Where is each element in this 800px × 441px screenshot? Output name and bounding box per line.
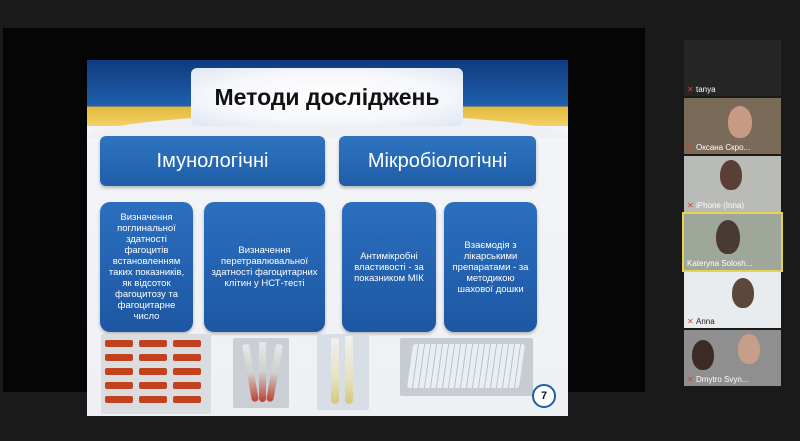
participant-name-row — [687, 201, 744, 210]
participant-name: Kateryna Solosh... — [687, 259, 753, 268]
participant-video-face — [692, 340, 714, 370]
participant-name: Anna — [696, 317, 715, 326]
participant-name: Оксана Скро... — [696, 143, 751, 152]
mic-muted-icon: ✕ — [687, 317, 694, 326]
method-card-nst-test — [204, 202, 325, 332]
category-immunological: Імунологічні — [100, 136, 325, 186]
participant-tile[interactable] — [684, 272, 781, 328]
method-card-phagocytosis — [100, 202, 193, 332]
slide-title-banner — [191, 68, 463, 126]
participant-tile[interactable] — [684, 156, 781, 212]
participant-name-row — [687, 317, 715, 326]
method-card-checkerboard — [444, 202, 537, 332]
participant-tile[interactable] — [684, 40, 781, 96]
participant-video-face — [732, 278, 754, 308]
participant-name-row — [687, 375, 748, 384]
method-card-mic — [342, 202, 436, 332]
participant-name-row — [687, 85, 716, 94]
participant-tile[interactable] — [684, 330, 781, 386]
category-microbiological: Мікробіологічні — [339, 136, 536, 186]
participant-name: iPhone (Inna) — [696, 201, 745, 210]
method-card-text: Визначення перетравлювальної здатності фагоцитарних клітин у НСТ-тесті — [211, 245, 318, 289]
participant-video-face — [728, 106, 752, 138]
participant-name: tanya — [696, 85, 716, 94]
participant-name-row — [687, 143, 750, 152]
slide-title: Методи досліджень — [214, 83, 440, 110]
method-card-text: Визначення поглинальної здатності фагоцитів встановленням таких показників, як відсоток фагоцитозу та фагоцитарне число — [108, 212, 185, 322]
participant-name: Dmytro Svyn... — [696, 375, 749, 384]
method-card-text: Взаємодія з лікарськими препаратами - за методикою шахової дошки — [452, 239, 529, 295]
participant-tile-active-speaker[interactable] — [684, 214, 781, 270]
method-card-text: Антимікробні властивості - за показником МІК — [354, 250, 424, 284]
mic-muted-icon: ✕ — [687, 201, 694, 210]
photo-red-tubes — [233, 338, 289, 408]
photo-agar-strips — [101, 334, 211, 414]
participant-video-face — [720, 160, 742, 190]
slide-page-number: 7 — [532, 384, 556, 408]
participant-video-face — [716, 220, 740, 254]
participant-tile[interactable] — [684, 98, 781, 154]
mic-muted-icon: ✕ — [687, 375, 694, 384]
mic-muted-icon: ✕ — [687, 85, 694, 94]
shared-screen-frame — [3, 28, 645, 402]
participant-name-row — [687, 259, 752, 268]
photo-microplate — [400, 338, 533, 396]
participant-video-face — [738, 334, 760, 364]
presentation-slide — [87, 60, 568, 416]
mic-muted-icon: ✕ — [687, 143, 694, 152]
photo-yellow-tubes — [317, 334, 369, 410]
